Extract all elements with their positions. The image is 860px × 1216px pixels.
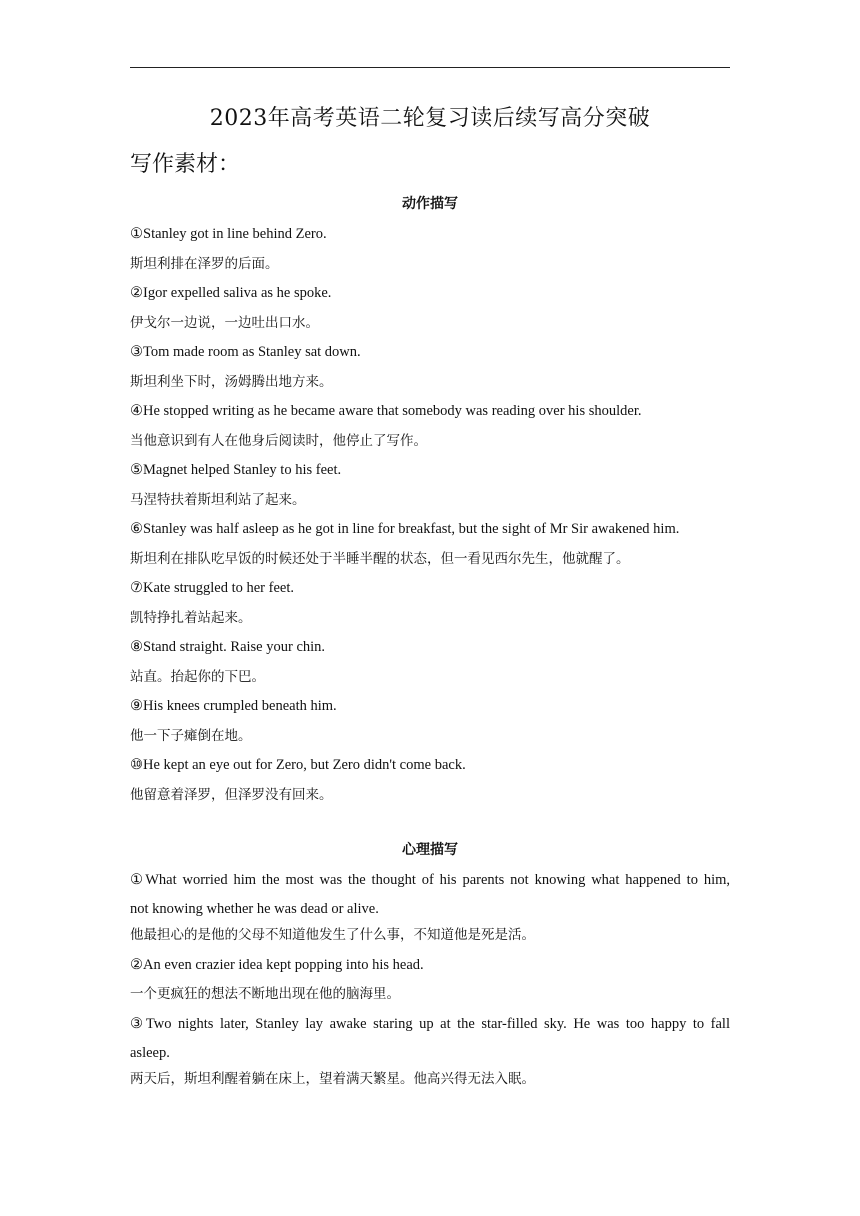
action-item-3-en: ③Tom made room as Stanley sat down.	[130, 344, 361, 360]
action-item-10-en: ⑩He kept an eye out for Zero, but Zero didn't come back.	[130, 757, 466, 773]
action-item-1-en: ①Stanley got in line behind Zero.	[130, 226, 327, 242]
action-item-5-zh: 马涅特扶着斯坦利站了起来。	[130, 492, 306, 508]
psych-item-1-zh: 他最担心的是他的父母不知道他发生了什么事，不知道他是死是活。	[130, 927, 535, 943]
action-item-1-zh: 斯坦利排在泽罗的后面。	[130, 256, 279, 272]
header-rule	[130, 67, 730, 68]
psych-item-1-en-line-1: ①What worried him the most was the thought of his parents not knowing what happened to him,	[130, 872, 730, 888]
psych-item-2-en: ②An even crazier idea kept popping into his head.	[130, 957, 424, 973]
action-item-2-zh: 伊戈尔一边说，一边吐出口水。	[130, 315, 319, 331]
psych-item-3-en-line-2: asleep.	[130, 1045, 170, 1061]
material-heading: 写作素材：	[130, 152, 241, 177]
document-title: 2023年高考英语二轮复习读后续写高分突破	[209, 106, 651, 131]
action-item-4-en: ④He stopped writing as he became aware that somebody was reading over his shoulder.	[130, 403, 642, 419]
psych-item-2-zh: 一个更疯狂的想法不断地出现在他的脑海里。	[130, 986, 400, 1002]
action-item-2-en: ②Igor expelled saliva as he spoke.	[130, 285, 332, 301]
action-item-8-en: ⑧Stand straight. Raise your chin.	[130, 639, 326, 655]
psych-item-1-en-line-2: not knowing whether he was dead or alive.	[130, 901, 379, 917]
psych-item-3-zh: 两天后，斯坦利醒着躺在床上，望着满天繁星。他高兴得无法入眠。	[130, 1071, 535, 1087]
action-item-6-zh: 斯坦利在排队吃早饭的时候还处于半睡半醒的状态，但一看见西尔先生，他就醒了。	[130, 551, 630, 567]
action-item-10-zh: 他留意着泽罗，但泽罗没有回来。	[130, 787, 333, 803]
action-item-9-en: ⑨His knees crumpled beneath him.	[130, 698, 337, 714]
action-item-9-zh: 他一下子瘫倒在地。	[130, 728, 252, 744]
action-item-5-en: ⑤Magnet helped Stanley to his feet.	[130, 462, 342, 478]
action-section-heading: 动作描写	[402, 196, 458, 212]
psych-item-3-en-line-1: ③Two nights later, Stanley lay awake staring up at the star-filled sky. He was too happy to fall	[130, 1016, 730, 1032]
psych-section-heading: 心理描写	[402, 842, 458, 858]
action-item-4-zh: 当他意识到有人在他身后阅读时，他停止了写作。	[130, 433, 427, 449]
action-item-7-en: ⑦Kate struggled to her feet.	[130, 580, 294, 596]
action-item-6-en: ⑥Stanley was half asleep as he got in line for breakfast, but the sight of Mr Sir awakened him.	[130, 521, 680, 537]
action-item-3-zh: 斯坦利坐下时，汤姆腾出地方来。	[130, 374, 333, 390]
action-item-7-zh: 凯特挣扎着站起来。	[130, 610, 252, 626]
action-item-8-zh: 站直。抬起你的下巴。	[130, 669, 265, 685]
